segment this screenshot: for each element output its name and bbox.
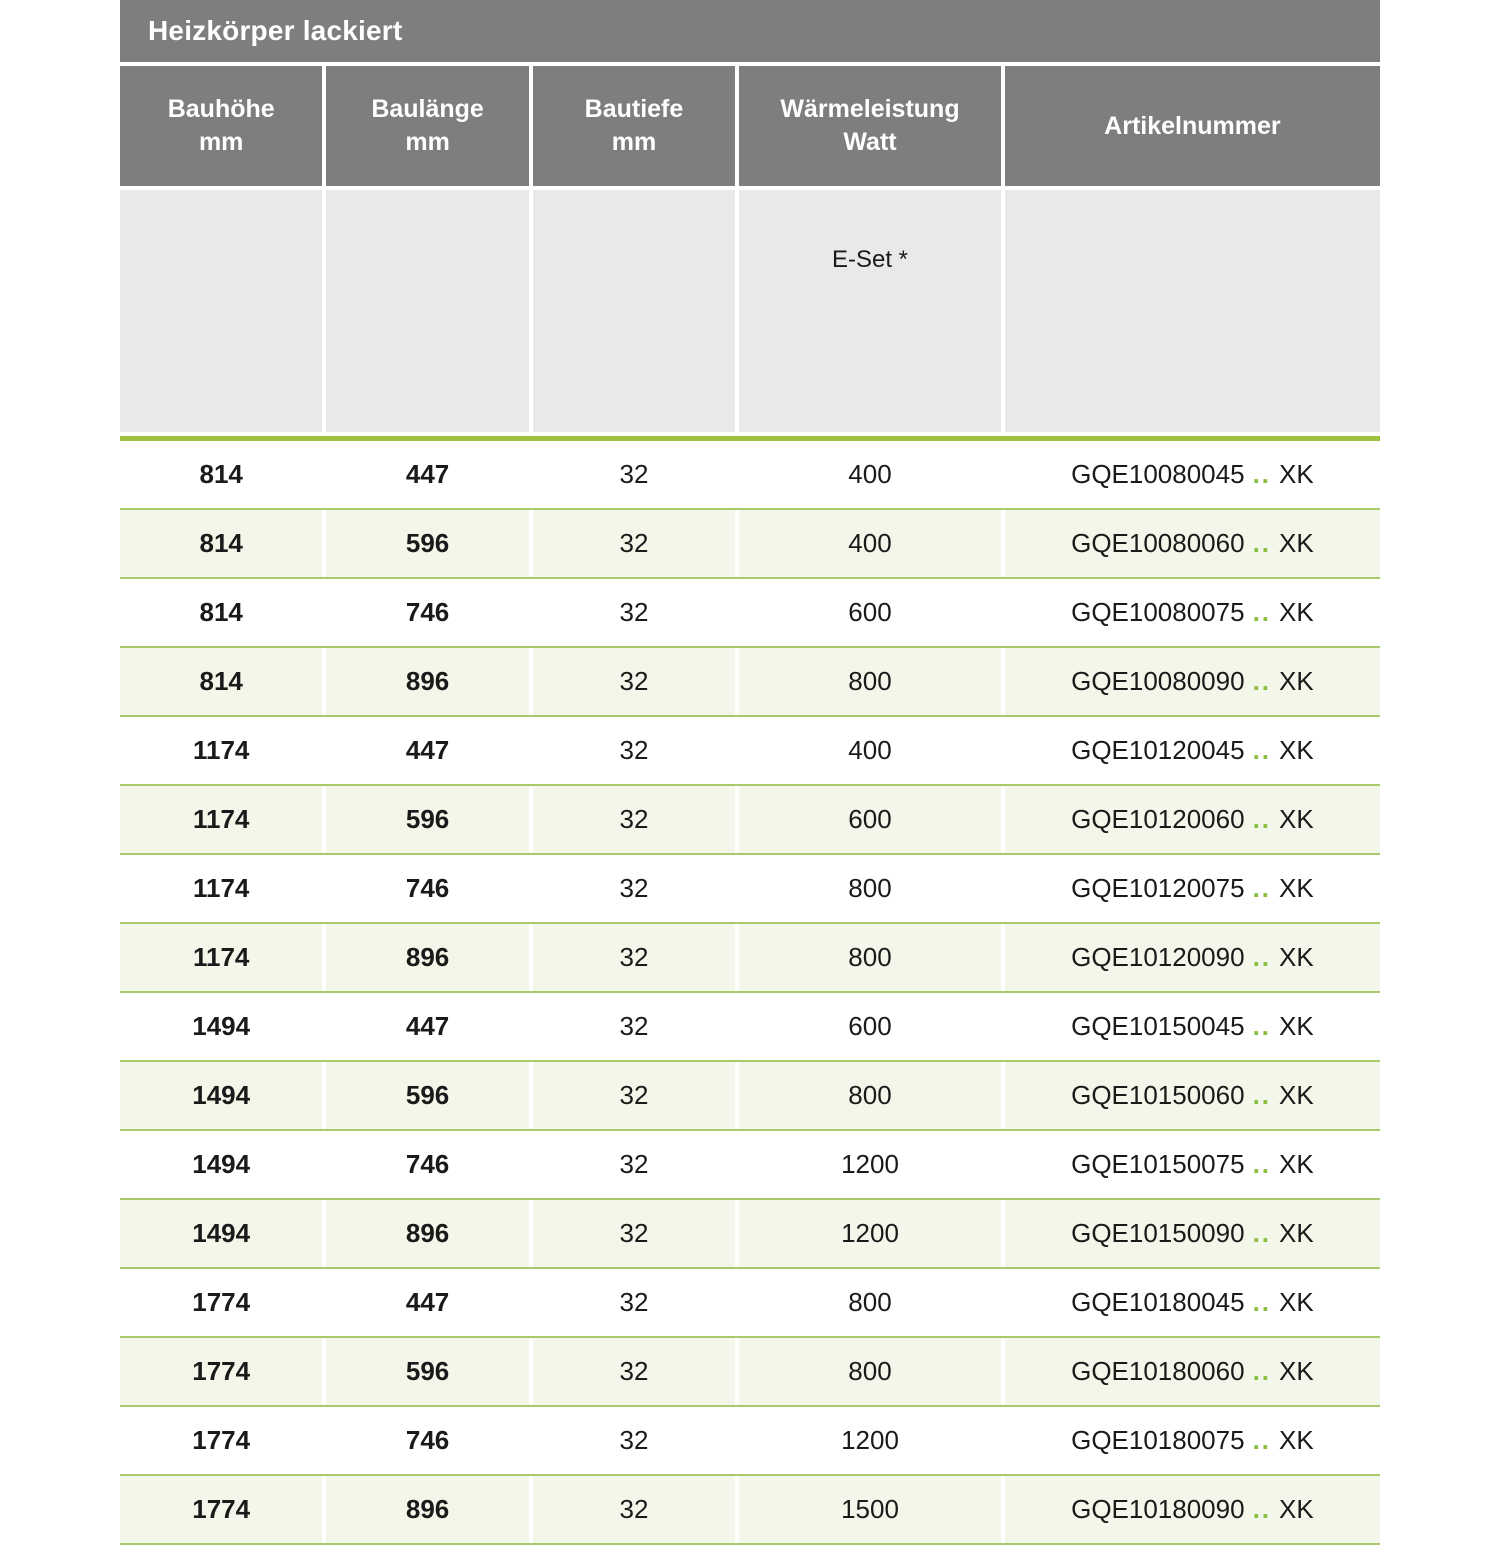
cell-baulaenge: 896 (326, 1200, 528, 1267)
table-row (120, 717, 1380, 786)
cell-waermeleistung: 800 (739, 1062, 1001, 1129)
cell-waermeleistung: 800 (739, 1269, 1001, 1336)
column-header-baulaenge-line1: Baulänge (371, 95, 484, 123)
column-header-waermeleistung-line1: Wärmeleistung (780, 95, 960, 123)
column-header-bauhoehe-line2: mm (198, 128, 244, 156)
cell-bautiefe: 32 (533, 1407, 735, 1474)
cell-bautiefe: 32 (533, 1062, 735, 1129)
table-body (120, 441, 1380, 1545)
cell-artikelnummer (1005, 786, 1380, 853)
cell-artikelnummer (1005, 1476, 1380, 1543)
cell-bauhoehe: 1174 (120, 717, 322, 784)
cell-artikelnummer (1005, 1131, 1380, 1198)
table-row (120, 1269, 1380, 1338)
artikelnummer-dots: .. (1252, 528, 1272, 558)
cell-artikelnummer (1005, 441, 1380, 508)
artikelnummer-prefix: GQE10180060 (1071, 1356, 1245, 1386)
artikelnummer-dots: .. (1252, 1218, 1272, 1248)
cell-bauhoehe: 814 (120, 441, 322, 508)
cell-bauhoehe: 1174 (120, 855, 322, 922)
cell-bauhoehe: 814 (120, 579, 322, 646)
table-row (120, 924, 1380, 993)
cell-artikelnummer (1005, 717, 1380, 784)
cell-baulaenge: 746 (326, 855, 528, 922)
cell-baulaenge: 447 (326, 441, 528, 508)
artikelnummer-dots: .. (1252, 735, 1272, 765)
cell-artikelnummer (1005, 1200, 1380, 1267)
cell-bautiefe: 32 (533, 648, 735, 715)
column-header-bautiefe-line2: mm (611, 128, 657, 156)
table-row (120, 1338, 1380, 1407)
artikelnummer-suffix: XK (1279, 1149, 1314, 1179)
table-row (120, 510, 1380, 579)
column-header-baulaenge (326, 66, 528, 186)
cell-baulaenge: 896 (326, 924, 528, 991)
cell-bauhoehe: 1174 (120, 924, 322, 991)
artikelnummer-suffix: XK (1279, 528, 1314, 558)
cell-bautiefe: 32 (533, 786, 735, 853)
artikelnummer-dots: .. (1252, 1149, 1272, 1179)
cell-waermeleistung: 800 (739, 924, 1001, 991)
artikelnummer-dots: .. (1252, 942, 1272, 972)
column-header-artikelnummer-line1: Artikelnummer (1104, 111, 1281, 140)
artikelnummer-suffix: XK (1279, 1287, 1314, 1317)
artikelnummer-dots: .. (1252, 1425, 1272, 1455)
cell-bautiefe: 32 (533, 924, 735, 991)
cell-artikelnummer (1005, 1338, 1380, 1405)
cell-artikelnummer (1005, 993, 1380, 1060)
cell-bautiefe: 32 (533, 1269, 735, 1336)
cell-bautiefe: 32 (533, 579, 735, 646)
column-header-bautiefe-line1: Bautiefe (584, 95, 684, 123)
column-header-bauhoehe-line1: Bauhöhe (167, 95, 275, 123)
cell-bauhoehe: 1774 (120, 1338, 322, 1405)
cell-baulaenge: 596 (326, 786, 528, 853)
cell-waermeleistung: 600 (739, 993, 1001, 1060)
artikelnummer-dots: .. (1252, 1011, 1272, 1041)
column-header-bauhoehe (120, 66, 322, 186)
artikelnummer-suffix: XK (1279, 942, 1314, 972)
cell-baulaenge: 746 (326, 1407, 528, 1474)
cell-waermeleistung: 1200 (739, 1407, 1001, 1474)
table-row (120, 579, 1380, 648)
artikelnummer-prefix: GQE10080060 (1071, 528, 1245, 558)
artikelnummer-prefix: GQE10150090 (1071, 1218, 1245, 1248)
table-row (120, 1407, 1380, 1476)
cell-waermeleistung: 800 (739, 648, 1001, 715)
cell-bauhoehe: 1774 (120, 1269, 322, 1336)
subheader-cell-eset: E-Set * (739, 190, 1001, 432)
cell-waermeleistung: 1200 (739, 1200, 1001, 1267)
table-row (120, 1131, 1380, 1200)
subheader-cell-artikelnummer (1005, 190, 1380, 432)
cell-waermeleistung: 1500 (739, 1476, 1001, 1543)
cell-artikelnummer (1005, 510, 1380, 577)
artikelnummer-dots: .. (1252, 804, 1272, 834)
column-header-artikelnummer (1005, 66, 1380, 186)
artikelnummer-prefix: GQE10150045 (1071, 1011, 1245, 1041)
artikelnummer-dots: .. (1252, 666, 1272, 696)
cell-artikelnummer (1005, 1269, 1380, 1336)
artikelnummer-prefix: GQE10120075 (1071, 873, 1245, 903)
cell-artikelnummer (1005, 1407, 1380, 1474)
artikelnummer-suffix: XK (1279, 873, 1314, 903)
artikelnummer-dots: .. (1252, 1494, 1272, 1524)
cell-baulaenge: 447 (326, 1269, 528, 1336)
table-row (120, 993, 1380, 1062)
cell-bauhoehe: 1494 (120, 993, 322, 1060)
table-row (120, 1200, 1380, 1269)
cell-bautiefe: 32 (533, 1476, 735, 1543)
artikelnummer-suffix: XK (1279, 666, 1314, 696)
cell-bautiefe: 32 (533, 1338, 735, 1405)
cell-waermeleistung: 400 (739, 510, 1001, 577)
table-title: Heizkörper lackiert (148, 15, 403, 46)
cell-waermeleistung: 1200 (739, 1131, 1001, 1198)
artikelnummer-dots: .. (1252, 873, 1272, 903)
cell-artikelnummer (1005, 855, 1380, 922)
cell-waermeleistung: 400 (739, 441, 1001, 508)
cell-artikelnummer (1005, 924, 1380, 991)
artikelnummer-prefix: GQE10150075 (1071, 1149, 1245, 1179)
cell-bauhoehe: 814 (120, 510, 322, 577)
subheader-cell-bautiefe (533, 190, 735, 432)
cell-baulaenge: 596 (326, 1062, 528, 1129)
cell-bautiefe: 32 (533, 510, 735, 577)
artikelnummer-prefix: GQE10120060 (1071, 804, 1245, 834)
cell-waermeleistung: 600 (739, 786, 1001, 853)
column-header-waermeleistung-line2: Watt (843, 128, 897, 156)
artikelnummer-prefix: GQE10150060 (1071, 1080, 1245, 1110)
cell-bauhoehe: 1494 (120, 1131, 322, 1198)
table-row (120, 1476, 1380, 1545)
artikelnummer-prefix: GQE10180045 (1071, 1287, 1245, 1317)
artikelnummer-prefix: GQE10120090 (1071, 942, 1245, 972)
cell-bautiefe: 32 (533, 1131, 735, 1198)
cell-baulaenge: 746 (326, 579, 528, 646)
table-row (120, 855, 1380, 924)
artikelnummer-prefix: GQE10080045 (1071, 459, 1245, 489)
artikelnummer-prefix: GQE10080075 (1071, 597, 1245, 627)
cell-artikelnummer (1005, 1062, 1380, 1129)
cell-baulaenge: 447 (326, 993, 528, 1060)
artikelnummer-suffix: XK (1279, 1080, 1314, 1110)
cell-waermeleistung: 800 (739, 1338, 1001, 1405)
artikelnummer-suffix: XK (1279, 459, 1314, 489)
cell-waermeleistung: 600 (739, 579, 1001, 646)
subheader-cell-baulaenge (326, 190, 528, 432)
cell-bautiefe: 32 (533, 855, 735, 922)
cell-waermeleistung: 400 (739, 717, 1001, 784)
table-row (120, 786, 1380, 855)
artikelnummer-prefix: GQE10180075 (1071, 1425, 1245, 1455)
subheader-cell-bauhoehe (120, 190, 322, 432)
cell-baulaenge: 596 (326, 510, 528, 577)
table-title-bar (120, 0, 1380, 62)
artikelnummer-suffix: XK (1279, 1494, 1314, 1524)
artikelnummer-dots: .. (1252, 597, 1272, 627)
cell-baulaenge: 896 (326, 648, 528, 715)
cell-baulaenge: 596 (326, 1338, 528, 1405)
cell-bauhoehe: 1774 (120, 1407, 322, 1474)
table-subheader-row (120, 190, 1380, 432)
column-header-baulaenge-line2: mm (405, 128, 450, 156)
artikelnummer-prefix: GQE10120045 (1071, 735, 1245, 765)
cell-baulaenge: 896 (326, 1476, 528, 1543)
artikelnummer-prefix: GQE10180090 (1071, 1494, 1245, 1524)
artikelnummer-suffix: XK (1279, 804, 1314, 834)
artikelnummer-suffix: XK (1279, 1011, 1314, 1041)
table-row (120, 648, 1380, 717)
artikelnummer-dots: .. (1252, 1356, 1272, 1386)
column-header-bautiefe (533, 66, 735, 186)
artikelnummer-dots: .. (1252, 459, 1272, 489)
cell-artikelnummer (1005, 648, 1380, 715)
table-row (120, 1062, 1380, 1131)
cell-baulaenge: 746 (326, 1131, 528, 1198)
artikelnummer-suffix: XK (1279, 1425, 1314, 1455)
artikelnummer-suffix: XK (1279, 597, 1314, 627)
artikelnummer-suffix: XK (1279, 735, 1314, 765)
cell-baulaenge: 447 (326, 717, 528, 784)
cell-waermeleistung: 800 (739, 855, 1001, 922)
artikelnummer-dots: .. (1252, 1080, 1272, 1110)
artikelnummer-suffix: XK (1279, 1218, 1314, 1248)
cell-bauhoehe: 1774 (120, 1476, 322, 1543)
cell-bauhoehe: 1494 (120, 1062, 322, 1129)
cell-bautiefe: 32 (533, 993, 735, 1060)
artikelnummer-prefix: GQE10080090 (1071, 666, 1245, 696)
column-header-waermeleistung (739, 66, 1001, 186)
cell-bautiefe: 32 (533, 441, 735, 508)
cell-artikelnummer (1005, 579, 1380, 646)
table-row (120, 441, 1380, 510)
cell-bauhoehe: 1174 (120, 786, 322, 853)
artikelnummer-suffix: XK (1279, 1356, 1314, 1386)
cell-bautiefe: 32 (533, 1200, 735, 1267)
artikelnummer-dots: .. (1252, 1287, 1272, 1317)
cell-bauhoehe: 1494 (120, 1200, 322, 1267)
cell-bautiefe: 32 (533, 717, 735, 784)
table-header-row (120, 66, 1380, 186)
cell-bauhoehe: 814 (120, 648, 322, 715)
